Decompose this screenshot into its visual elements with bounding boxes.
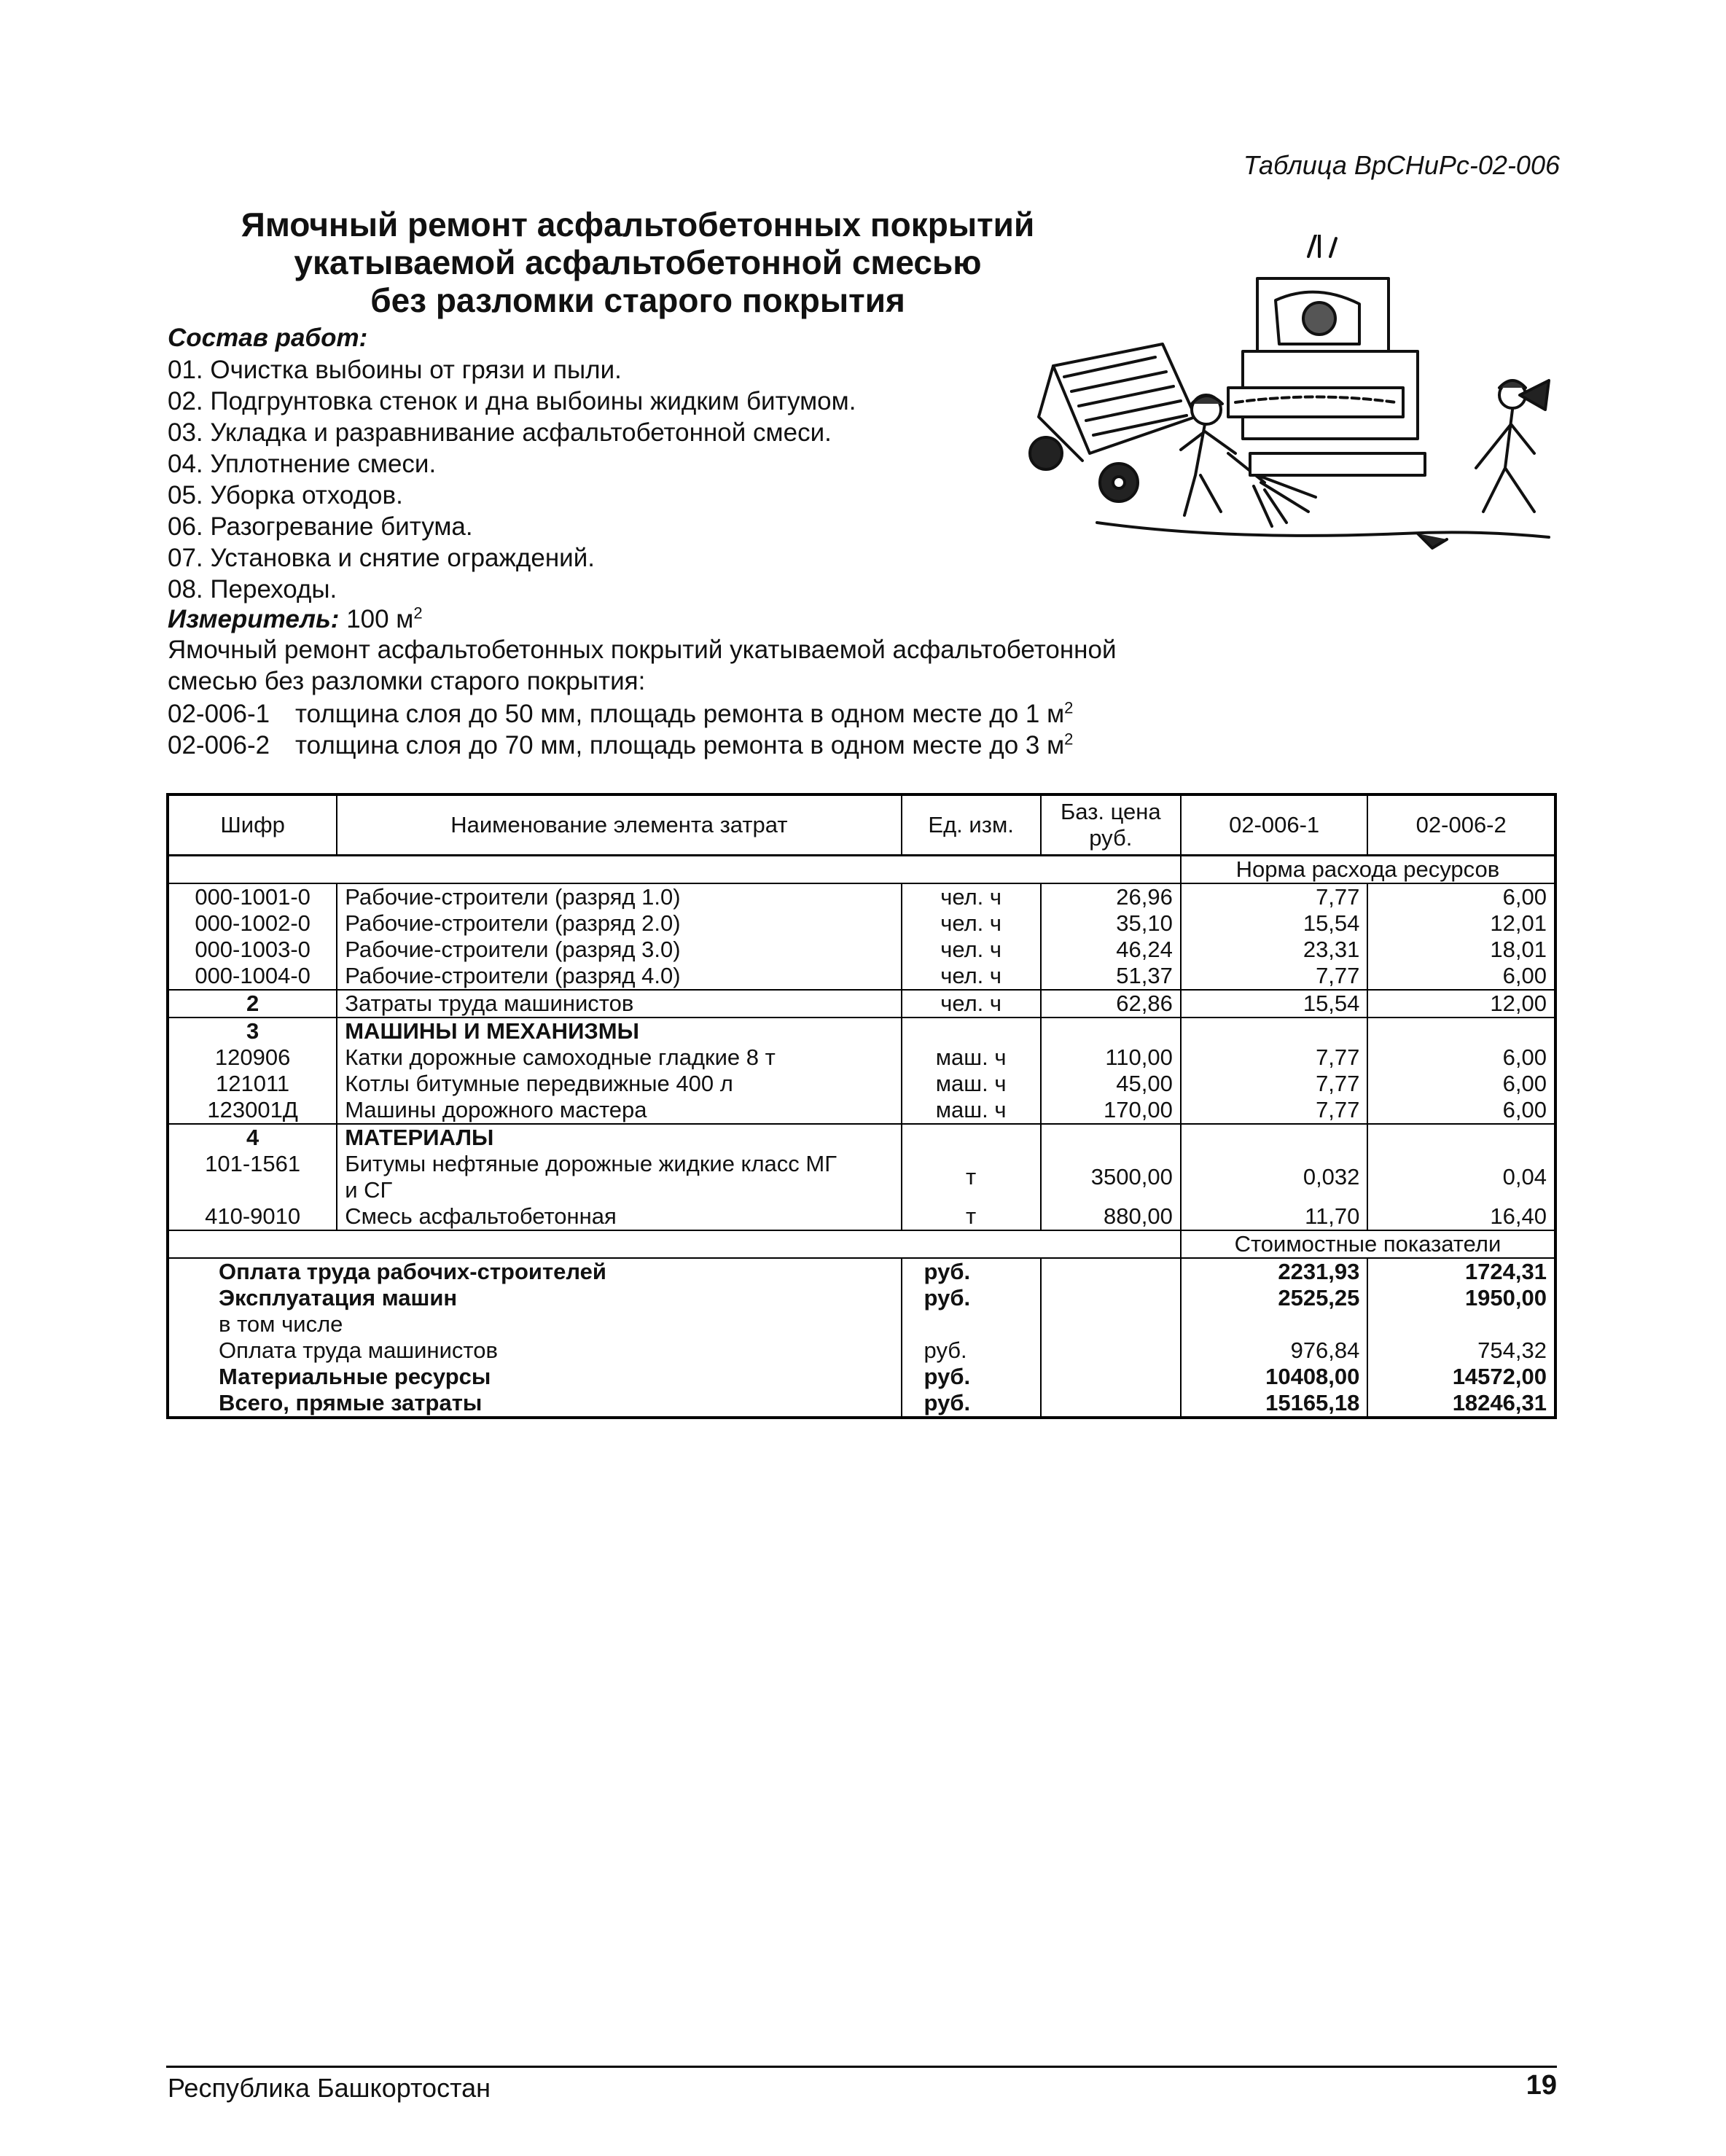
cost-row (168, 1364, 1555, 1390)
row-value-1 (1181, 1124, 1368, 1151)
row-unit: чел. ч (902, 990, 1041, 1018)
row-value-2: 6,00 (1367, 883, 1555, 910)
cost-unit: руб. (902, 1285, 1041, 1311)
row-unit: т (902, 1203, 1041, 1230)
group-header-row (168, 1124, 1555, 1151)
work-list (168, 354, 856, 605)
cost-value-2: 18246,31 (1367, 1390, 1555, 1418)
variant-code: 02-006-2 (168, 731, 270, 759)
row-price: 45,00 (1041, 1071, 1181, 1097)
cost-name: Оплата труда машинистов (168, 1337, 902, 1364)
row-code: 000-1002-0 (168, 910, 337, 937)
work-item: 02. Подгрунтовка стенок и дна выбоины жидким битумом. (168, 387, 856, 415)
cost-value-2: 1950,00 (1367, 1285, 1555, 1311)
cost-price (1041, 1390, 1181, 1418)
row-value-1 (1181, 1018, 1368, 1044)
row-unit (902, 1018, 1041, 1044)
work-item: 03. Укладка и разравнивание асфальтобетонной смеси. (168, 418, 832, 447)
row-code: 000-1004-0 (168, 963, 337, 990)
cost-title: Стоимостные показатели (1181, 1230, 1555, 1258)
title-line: укатываемой асфальтобетонной смесью (294, 243, 982, 281)
table-header-row (168, 794, 1555, 856)
row-value-1: 23,31 (1181, 937, 1368, 963)
cost-price (1041, 1285, 1181, 1311)
asphalt-cart-drawing (1030, 344, 1195, 501)
cost-name: Всего, прямые затраты (168, 1390, 902, 1418)
row-value-2: 6,00 (1367, 1097, 1555, 1124)
row-unit: чел. ч (902, 883, 1041, 910)
table-row (168, 1044, 1555, 1071)
road-repair-illustration (1010, 235, 1563, 563)
row-value-2: 6,00 (1367, 1071, 1555, 1097)
cost-value-1: 10408,00 (1181, 1364, 1368, 1390)
table-row (168, 1071, 1555, 1097)
row-value-2: 12,01 (1367, 910, 1555, 937)
header-name: Наименование элемента затрат (337, 794, 901, 856)
header-price (1041, 794, 1181, 856)
row-unit: маш. ч (902, 1071, 1041, 1097)
cost-value-1: 15165,18 (1181, 1390, 1368, 1418)
row-price (1041, 1018, 1181, 1044)
variant-line (168, 730, 1073, 761)
group-code: 3 (168, 1018, 337, 1044)
row-name: Смесь асфальтобетонная (337, 1203, 901, 1230)
cost-value-2 (1367, 1311, 1555, 1337)
measure-value: 100 м (346, 605, 414, 633)
cost-row (168, 1285, 1555, 1311)
row-price: 26,96 (1041, 883, 1181, 910)
cost-price (1041, 1364, 1181, 1390)
row-unit: чел. ч (902, 937, 1041, 963)
row-price: 170,00 (1041, 1097, 1181, 1124)
footer-region: Республика Башкортостан (168, 2073, 491, 2103)
row-value-1: 15,54 (1181, 990, 1368, 1018)
measure-label: Измеритель: (168, 605, 340, 633)
row-price: 51,37 (1041, 963, 1181, 990)
row-value-2: 18,01 (1367, 937, 1555, 963)
row-value-2: 16,40 (1367, 1203, 1555, 1230)
cost-name: Оплата труда рабочих-строителей (168, 1258, 902, 1285)
work-item: 08. Переходы. (168, 575, 337, 604)
title-line: Ямочный ремонт асфальтобетонных покрытий (241, 206, 1035, 243)
cost-unit: руб. (902, 1390, 1041, 1418)
cost-unit: руб. (902, 1337, 1041, 1364)
page-number: 19 (1526, 2070, 1557, 2101)
cost-row (168, 1390, 1555, 1418)
work-item: 04. Уплотнение смеси. (168, 450, 437, 478)
cost-name: Материальные ресурсы (168, 1364, 902, 1390)
row-price: 110,00 (1041, 1044, 1181, 1071)
table-row (168, 1097, 1555, 1124)
cost-unit (902, 1311, 1041, 1337)
row-code: 120906 (168, 1044, 337, 1071)
description: Ямочный ремонт асфальтобетонных покрытий укатываемой асфальтобетонной смесью без разломки старого покрытия: (168, 636, 1117, 695)
row-code: 101-1561 (168, 1151, 337, 1203)
row-name: Рабочие-строители (разряд 1.0) (337, 883, 901, 910)
header-price-line: Баз. цена (1060, 799, 1161, 824)
group-code: 4 (168, 1124, 337, 1151)
header-price-line: руб. (1089, 825, 1133, 851)
row-name: Котлы битумные передвижные 400 л (337, 1071, 901, 1097)
row-value-2: 12,00 (1367, 990, 1555, 1018)
variant-text: толщина слоя до 70 мм, площадь ремонта в одном месте до 3 м (295, 731, 1065, 759)
cost-price (1041, 1258, 1181, 1285)
row-value-1: 15,54 (1181, 910, 1368, 937)
variant-text: толщина слоя до 50 мм, площадь ремонта в одном месте до 1 м (295, 700, 1065, 728)
variant-sup: 2 (1064, 698, 1074, 717)
work-item: 06. Разогревание битума. (168, 512, 473, 541)
row-name: Рабочие-строители (разряд 3.0) (337, 937, 901, 963)
cost-value-1 (1181, 1311, 1368, 1337)
norms-subheader-row (168, 856, 1555, 884)
row-name: Рабочие-строители (разряд 4.0) (337, 963, 901, 990)
row-value-1: 7,77 (1181, 883, 1368, 910)
row-code: 123001Д (168, 1097, 337, 1124)
table-reference: Таблица ВрСНиРс-02-006 (1243, 150, 1560, 180)
row-name: Катки дорожные самоходные гладкие 8 т (337, 1044, 901, 1071)
table-row (168, 963, 1555, 990)
row-name-line: Битумы нефтяные дорожные жидкие класс МГ (345, 1151, 837, 1176)
row-price: 3500,00 (1041, 1151, 1181, 1203)
row-unit: маш. ч (902, 1044, 1041, 1071)
header-unit: Ед. изм. (902, 794, 1041, 856)
row-value-2: 0,04 (1367, 1151, 1555, 1203)
row-name (337, 1151, 901, 1203)
row-price: 880,00 (1041, 1203, 1181, 1230)
cost-value-1: 2231,93 (1181, 1258, 1368, 1285)
row-unit: чел. ч (902, 910, 1041, 937)
row-unit: чел. ч (902, 963, 1041, 990)
cost-name: Эксплуатация машин (168, 1285, 902, 1311)
cost-value-2: 754,32 (1367, 1337, 1555, 1364)
row-unit: т (902, 1151, 1041, 1203)
composition-label: Состав работ: (168, 324, 368, 352)
measure-sup: 2 (413, 604, 423, 622)
row-price (1041, 1124, 1181, 1151)
row-price: 46,24 (1041, 937, 1181, 963)
variant-line (168, 698, 1073, 730)
cost-value-1: 2525,25 (1181, 1285, 1368, 1311)
operators-row (168, 990, 1555, 1018)
row-price: 62,86 (1041, 990, 1181, 1018)
cost-row (168, 1258, 1555, 1285)
table-row (168, 937, 1555, 963)
table-row (168, 1151, 1555, 1203)
row-code: 000-1001-0 (168, 883, 337, 910)
row-value-2 (1367, 1124, 1555, 1151)
resources-table (166, 793, 1557, 1419)
row-code: 2 (168, 990, 337, 1018)
subheader-blank (168, 856, 1181, 884)
row-name: Машины дорожного мастера (337, 1097, 901, 1124)
cost-row (168, 1311, 1555, 1337)
work-item: 05. Уборка отходов. (168, 481, 403, 509)
title-line: без разломки старого покрытия (370, 281, 905, 319)
table-row (168, 910, 1555, 937)
row-value-2 (1367, 1018, 1555, 1044)
row-value-2: 6,00 (1367, 1044, 1555, 1071)
cost-price (1041, 1337, 1181, 1364)
header-variant-2: 02-006-2 (1367, 794, 1555, 856)
header-code: Шифр (168, 794, 337, 856)
footer-rule (166, 2066, 1557, 2068)
table-row (168, 883, 1555, 910)
row-unit: маш. ч (902, 1097, 1041, 1124)
group-name: МАШИНЫ И МЕХАНИЗМЫ (337, 1018, 901, 1044)
cost-subheader-row (168, 1230, 1555, 1258)
cost-unit: руб. (902, 1364, 1041, 1390)
group-name: МАТЕРИАЛЫ (337, 1124, 901, 1151)
cost-name: в том числе (168, 1311, 902, 1337)
subheader-blank (168, 1230, 1181, 1258)
work-item: 07. Установка и снятие ограждений. (168, 544, 595, 572)
measure-line (168, 604, 423, 635)
row-name: Рабочие-строители (разряд 2.0) (337, 910, 901, 937)
row-code: 121011 (168, 1071, 337, 1097)
norms-title: Норма расхода ресурсов (1181, 856, 1555, 884)
work-item: 01. Очистка выбоины от грязи и пыли. (168, 356, 622, 384)
cost-value-2: 1724,31 (1367, 1258, 1555, 1285)
group-header-row (168, 1018, 1555, 1044)
row-value-1: 7,77 (1181, 1071, 1368, 1097)
row-value-1: 11,70 (1181, 1203, 1368, 1230)
document-title (182, 206, 1093, 319)
row-name-line: и СГ (345, 1177, 393, 1203)
row-value-2: 6,00 (1367, 963, 1555, 990)
row-value-1: 7,77 (1181, 1097, 1368, 1124)
ground-sketch (1097, 523, 1549, 548)
row-name: Затраты труда машинистов (337, 990, 901, 1018)
row-code: 410-9010 (168, 1203, 337, 1230)
table-row (168, 1203, 1555, 1230)
cost-value-1: 976,84 (1181, 1337, 1368, 1364)
row-value-1: 7,77 (1181, 1044, 1368, 1071)
cost-value-2: 14572,00 (1367, 1364, 1555, 1390)
variant-code: 02-006-1 (168, 700, 270, 728)
cost-row (168, 1337, 1555, 1364)
variant-sup: 2 (1064, 730, 1074, 749)
worker-with-signal-drawing (1476, 380, 1549, 512)
row-value-1: 7,77 (1181, 963, 1368, 990)
row-unit (902, 1124, 1041, 1151)
variants (168, 698, 1073, 761)
road-roller-drawing (1228, 235, 1425, 475)
row-price: 35,10 (1041, 910, 1181, 937)
cost-price (1041, 1311, 1181, 1337)
row-code: 000-1003-0 (168, 937, 337, 963)
header-variant-1: 02-006-1 (1181, 794, 1368, 856)
row-value-1: 0,032 (1181, 1151, 1368, 1203)
cost-unit: руб. (902, 1258, 1041, 1285)
